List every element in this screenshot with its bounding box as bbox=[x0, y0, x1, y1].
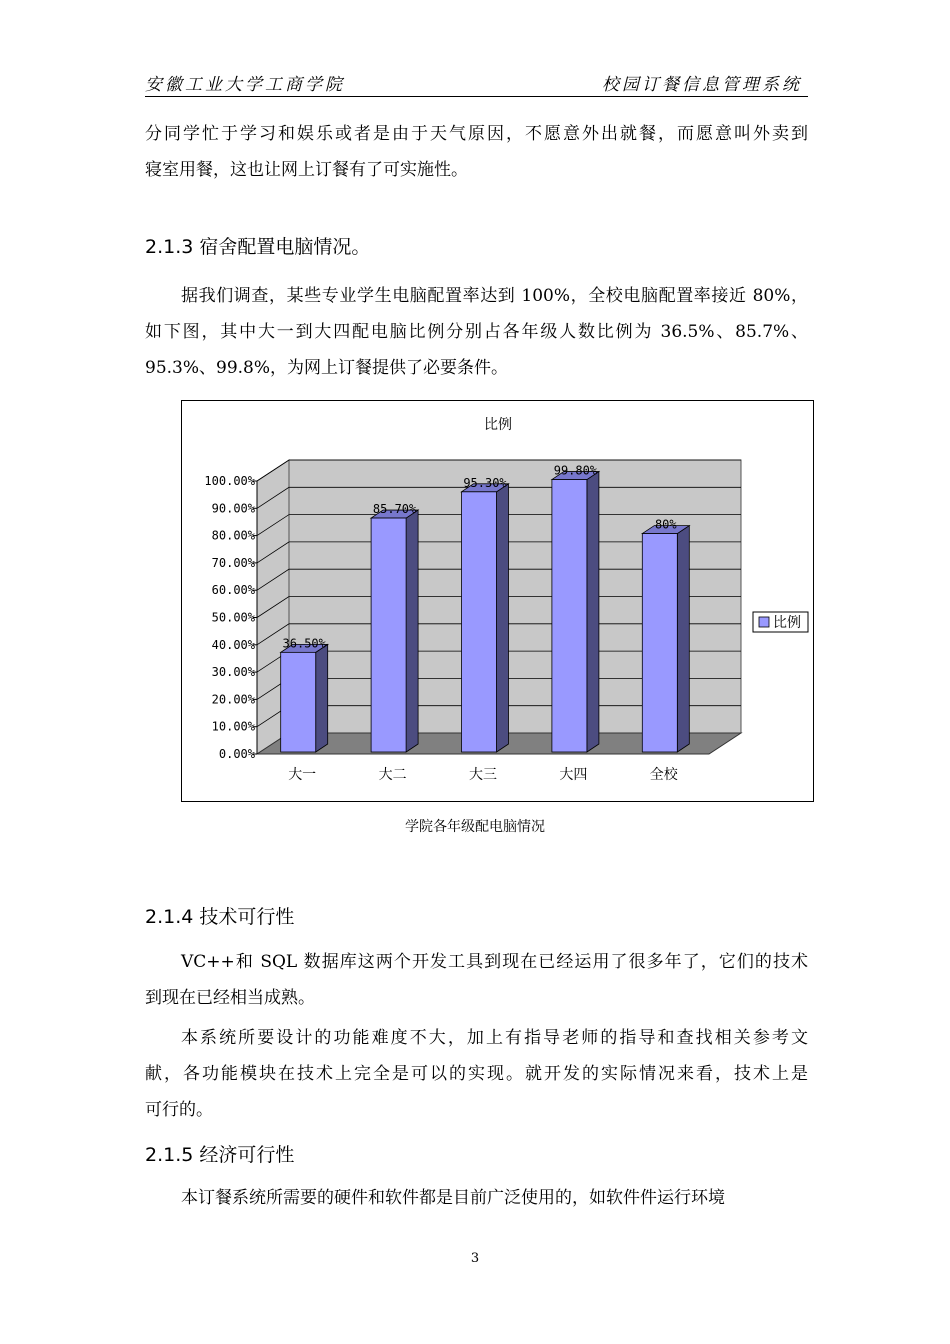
x-tick-label: 大四 bbox=[559, 767, 588, 783]
bar-chart-svg bbox=[182, 401, 813, 801]
bar-side bbox=[677, 526, 689, 752]
x-tick-label: 大二 bbox=[378, 767, 407, 783]
x-tick-label: 全校 bbox=[649, 767, 678, 783]
header-system-title: 校园订餐信息管理系统 bbox=[602, 75, 802, 95]
data-label: 85.70% bbox=[372, 502, 417, 517]
y-tick-label: 30.00% bbox=[211, 665, 255, 680]
bar bbox=[281, 652, 316, 752]
y-tick-label: 70.00% bbox=[211, 555, 255, 570]
bar bbox=[552, 480, 587, 752]
paragraph-5: 本订餐系统所需要的硬件和软件都是目前广泛使用的，如软件件运行环境 bbox=[181, 1188, 725, 1208]
data-label: 95.30% bbox=[463, 475, 507, 490]
legend-label: 比例 bbox=[773, 615, 801, 631]
header-school: 安徽工业大学工商学院 bbox=[145, 75, 345, 95]
chart-title: 比例 bbox=[484, 417, 512, 433]
data-label: 36.50% bbox=[282, 636, 326, 651]
bar bbox=[371, 518, 406, 752]
x-tick-label: 大三 bbox=[469, 767, 497, 783]
data-label: 99.80% bbox=[553, 463, 598, 478]
y-tick-label: 0.00% bbox=[218, 747, 255, 761]
paragraph-4: 本系统所要设计的功能难度不大，加上有指导老师的指导和查找相关参考文 献，各功能模块在技术上完全是可以的实现。就开发的实际情况来看，技术上是 可行的。 bbox=[145, 1028, 808, 1120]
y-tick-label: 80.00% bbox=[211, 528, 255, 543]
paragraph-3: VC++和 SQL 数据库这两个开发工具到现在已经运用了很多年了，它们的技术 到现在已经相当成熟。 bbox=[145, 952, 808, 1008]
x-tick-label: 大一 bbox=[288, 767, 317, 783]
bar-side bbox=[497, 484, 509, 752]
y-tick-label: 100.00% bbox=[204, 474, 255, 488]
y-tick-label: 10.00% bbox=[211, 719, 255, 734]
bar bbox=[642, 534, 677, 752]
legend-swatch bbox=[759, 617, 769, 627]
bar-side bbox=[406, 510, 418, 752]
y-tick-label: 60.00% bbox=[211, 583, 255, 598]
page-number: 3 bbox=[470, 1251, 480, 1266]
y-tick-label: 40.00% bbox=[211, 637, 255, 652]
section-2-1-4-heading: 2.1.4 技术可行性 bbox=[145, 906, 295, 928]
data-label: 80% bbox=[654, 517, 677, 532]
figure-caption: 学院各年级配电脑情况 bbox=[405, 819, 545, 835]
bar bbox=[462, 492, 497, 752]
y-tick-label: 50.00% bbox=[211, 610, 255, 625]
bar-side bbox=[587, 472, 599, 752]
y-tick-label: 90.00% bbox=[211, 501, 255, 516]
bar-chart bbox=[181, 400, 814, 802]
y-tick-label: 20.00% bbox=[211, 692, 255, 707]
section-2-1-3-heading: 2.1.3 宿舍配置电脑情况。 bbox=[145, 236, 371, 258]
paragraph-2: 据我们调查，某些专业学生电脑配置率达到 100%，全校电脑配置率接近 80%， 如下图，其中大一到大四配电脑比例分别占各年级人数比例为 36.5%、85.7%、 95.3%、99.8%，为网上订餐提供了必要条件。 bbox=[145, 286, 808, 378]
section-2-1-5-heading: 2.1.5 经济可行性 bbox=[145, 1144, 295, 1166]
page-header bbox=[145, 68, 808, 97]
bar-side bbox=[316, 644, 328, 752]
paragraph-1: 分同学忙于学习和娱乐或者是由于天气原因，不愿意外出就餐，而愿意叫外卖到 寝室用餐，这也让网上订餐有了可实施性。 bbox=[145, 124, 808, 180]
